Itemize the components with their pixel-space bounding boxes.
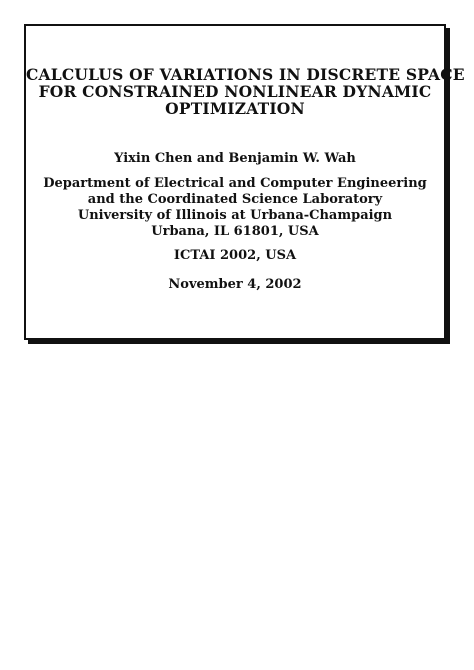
title-line-2: FOR CONSTRAINED NONLINEAR DYNAMIC — [38, 82, 432, 101]
presentation-date: November 4, 2002 — [168, 277, 302, 292]
title-slide — [24, 24, 465, 340]
authors: Yixin Chen and Benjamin W. Wah — [114, 151, 356, 166]
venue: ICTAI 2002, USA — [173, 248, 297, 263]
title-line-3: OPTIMIZATION — [165, 99, 305, 118]
affiliation-line-4: Urbana, IL 61801, USA — [151, 224, 319, 239]
affiliation-line-2: and the Coordinated Science Laboratory — [87, 192, 383, 207]
affiliation-line-3: University of Illinois at Urbana-Champaign — [77, 208, 393, 223]
title-line-1: CALCULUS OF VARIATIONS IN DISCRETE SPACE — [26, 65, 465, 84]
paper-title — [26, 65, 465, 118]
affiliation — [26, 176, 444, 240]
affiliation-line-1: Department of Electrical and Computer Engineering — [43, 176, 427, 191]
